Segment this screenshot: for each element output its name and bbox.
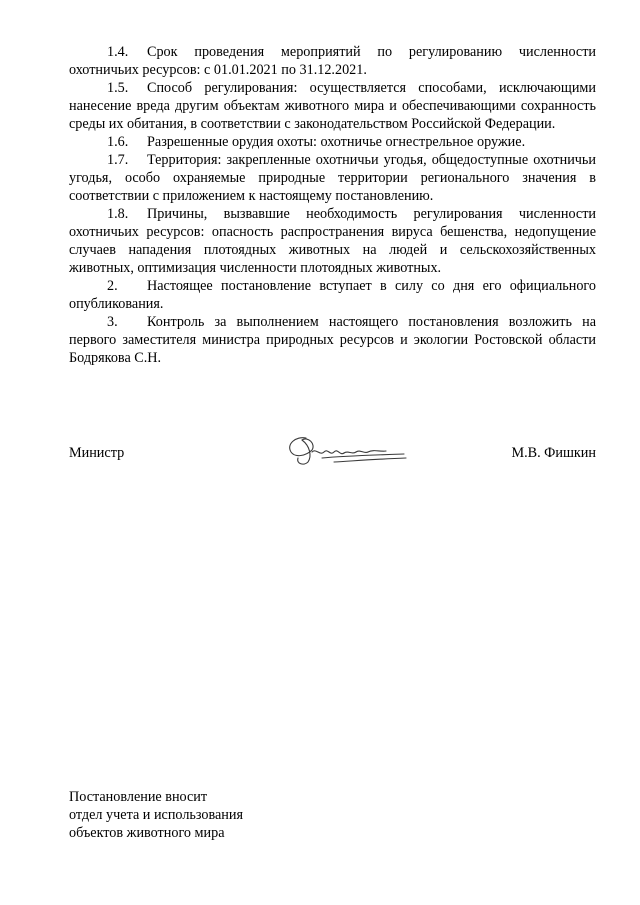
paragraph-1-6 <box>69 133 596 151</box>
paragraph-1-4 <box>69 43 596 79</box>
footer-line: Постановление вносит <box>69 789 208 805</box>
paragraph-text: Причины, вызвавшие необходимость регулирования численности охотничьих ресурсов: опасность распространения вируса бешенства, недопущение случаев нападения плотоядных животных на людей и сельскохозяйственных животных, оптимизация численности плотоядных животных. <box>69 206 596 276</box>
paragraph-number: 1.6. <box>107 134 129 150</box>
signatory-position: Министр <box>69 445 125 461</box>
paragraph-text: Настоящее постановление вступает в силу со дня его официального опубликования. <box>69 278 596 312</box>
paragraph-1-7 <box>69 151 596 205</box>
paragraph-text: Территория: закрепленные охотничьи угодья, общедоступные охотничьи угодья, особо охраняемые природные территории регионального значения в соответствии с приложением к настоящему постановлению. <box>69 152 596 204</box>
signatory-name: М.В. Фишкин <box>511 445 596 461</box>
paragraph-text: Срок проведения мероприятий по регулированию численности охотничьих ресурсов: с 01.01.2021 по 31.12.2021. <box>69 44 596 78</box>
paragraph-number: 1.8. <box>107 206 129 222</box>
paragraph-number: 1.7. <box>107 152 129 168</box>
paragraph-number: 3. <box>107 314 118 330</box>
paragraph-2 <box>69 277 596 313</box>
paragraph-1-5 <box>69 79 596 133</box>
paragraph-text: Разрешенные орудия охоты: охотничье огнестрельное оружие. <box>147 134 526 150</box>
footer-note <box>69 788 243 842</box>
footer-line: отдел учета и использования <box>69 807 244 823</box>
paragraph-text: Способ регулирования: осуществляется способами, исключающими нанесение вреда другим объектам животного мира и обеспечивающими сохранность среды их обитания, в соответствии с законодательством Российской Федерации. <box>69 80 596 132</box>
paragraph-number: 2. <box>107 278 118 294</box>
paragraph-number: 1.5. <box>107 80 129 96</box>
paragraph-1-8 <box>69 205 596 277</box>
paragraph-number: 1.4. <box>107 44 129 60</box>
paragraph-text: Контроль за выполнением настоящего постановления возложить на первого заместителя министра природных ресурсов и экологии Ростовской области Бодрякова С.Н. <box>69 314 596 366</box>
document-body <box>69 43 596 367</box>
paragraph-3 <box>69 313 596 367</box>
handwritten-signature <box>282 430 410 470</box>
footer-line: объектов животного мира <box>69 825 225 841</box>
